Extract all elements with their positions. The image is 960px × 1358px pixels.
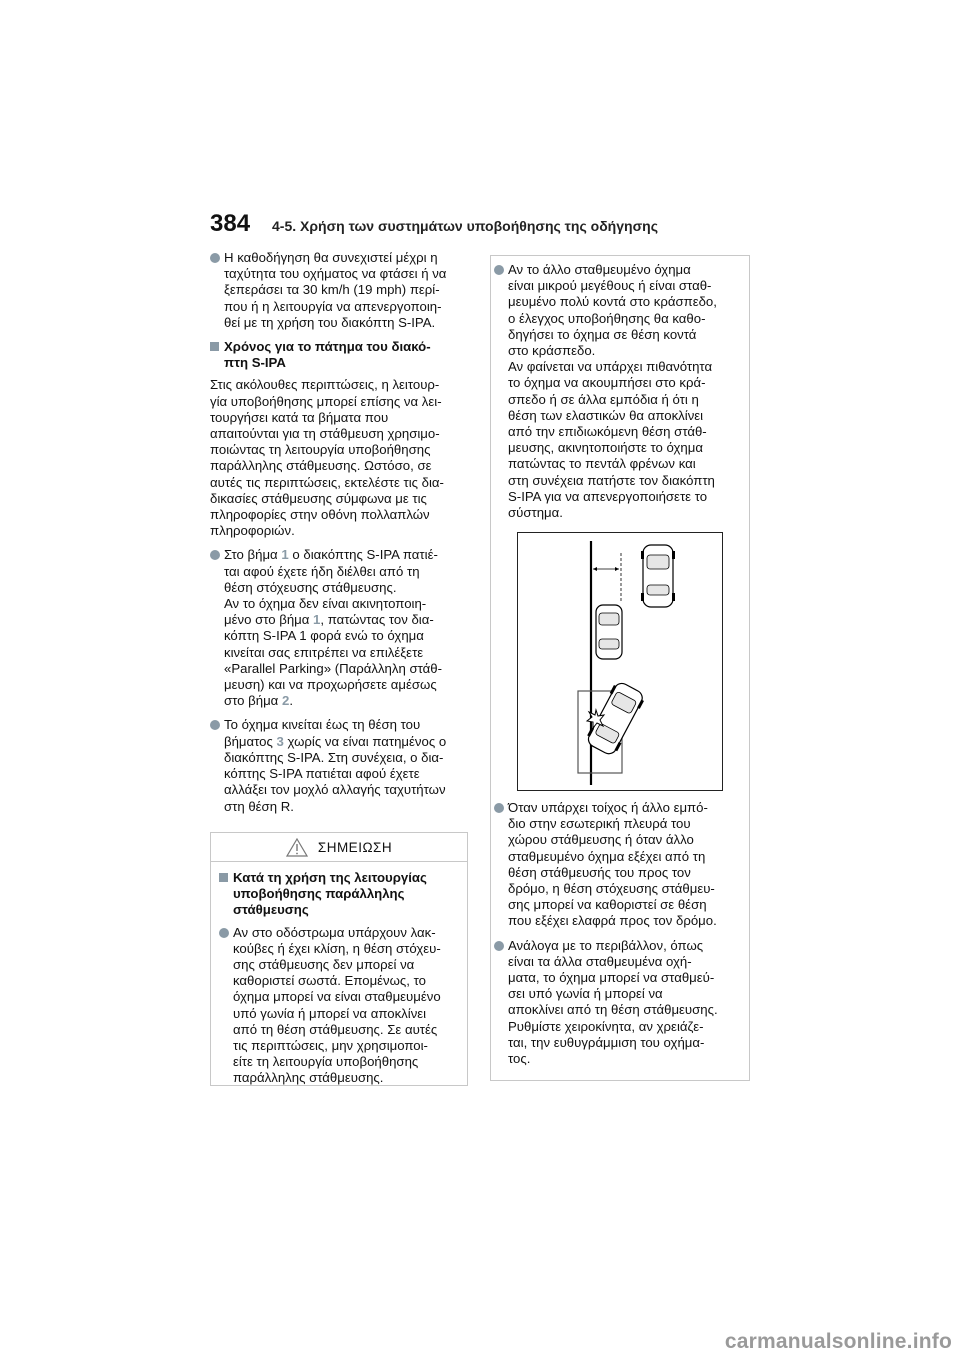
page-number: 384 (210, 210, 251, 237)
square-bullet-icon (219, 873, 228, 882)
bullet-icon (210, 550, 220, 560)
step-number: 2 (281, 693, 290, 709)
left-column (210, 250, 472, 823)
step-number: 1 (281, 547, 289, 563)
bullet-icon (494, 803, 504, 813)
chapter-title: 4-5. Χρήση των συστημάτων υποβοήθησης της οδήγησης (272, 218, 658, 234)
parking-diagram-svg (518, 533, 722, 790)
step-number: 1 (313, 612, 321, 628)
note-box (210, 832, 468, 1086)
note-paragraph: Αν στο οδόστρωμα υπάρχουν λακ- κούβες ή έχει κλίση, η θέση στόχευ- σης στάθμευσης δεν μπορεί να καθοριστεί σωστά. Επομένως, το όχημα μπορεί να είναι σταθμευμένο υπό γωνία ή μπορεί να αποκλίνει από τη θέση στάθμευσης. Σε αυτές τις περιπτώσεις, μην χρησιμοποι- είτε τη λειτουργία υποβοήθησης παράλληλης στάθμευσης. (219, 925, 459, 1087)
note-heading: Κατά τη χρήση της λειτουργίας υποβοήθησης παράλληλης στάθμευσης (219, 870, 459, 919)
right-paragraph-2: Όταν υπάρχει τοίχος ή άλλο εμπό- διο στην εσωτερική πλευρά του χώρου στάθμευσης ή όταν άλλο σταθμευμένο όχημα εξέχει από τη θέση στάθμευσής του προς τον δρόμο, η θέση στόχευσης στάθμευ- σης μπορεί να καθοριστεί σε θέση που εξέχει ελαφρά προς τον δρόμο. (494, 800, 746, 930)
parked-car-middle-icon (596, 605, 622, 659)
left-heading: Χρόνος για το πάτημα του διακό- πτη S-IPA (210, 339, 472, 371)
right-column-lower (494, 800, 746, 1075)
step-number: 3 (276, 733, 284, 749)
bullet-icon (219, 928, 229, 938)
right-column (494, 262, 746, 529)
page-header (210, 210, 658, 238)
bullet-icon (494, 265, 504, 275)
bullet-icon (494, 941, 504, 951)
left-paragraph-3: Στο βήμα 1 ο διακόπτης S-IPA πατιέ- ται αφού έχετε ήδη διέλθει από τη θέση στόχευσης στάθμευσης. Αν το όχημα δεν είναι ακινητοποιη- μένο στο βήμα 1, πατώντας τον δια- κόπτη S-IPA 1 φορά ενώ το όχημα κινείται σας επιτρέπει να επιλέξετε «Parallel Parking» (Παράλληλη στάθ- μευση) και να προχωρήσετε αμέσως στο βήμα 2. (210, 547, 472, 709)
left-paragraph-1: Η καθοδήγηση θα συνεχιστεί μέχρι η ταχύτητα του οχήματος να φτάσει ή να ξεπεράσει τα 30 km/h (19 mph) περί- που ή η λειτουργία να απενεργοποιη- θεί με τη χρήση του διακόπτη S-IPA. (210, 250, 472, 331)
bullet-icon (210, 253, 220, 263)
parked-car-front-icon (641, 545, 675, 607)
square-bullet-icon (210, 342, 219, 351)
parking-illustration (517, 532, 723, 791)
bullet-icon (210, 720, 220, 730)
right-paragraph-1: Αν το άλλο σταθμευμένο όχημα είναι μικρού μεγέθους ή είναι σταθ- μευμένο πολύ κοντά στο κράσπεδο, ο έλεγχος υποβοήθησης θα καθο- δηγήσει το όχημα σε θέση κοντά στο κράσπεδο. Αν φαίνεται να υπάρχει πιθανότητα το όχημα να ακουμπήσει στο κρά- σπεδο ή σε άλλα εμπόδια ή ότι η θέση των ελαστικών θα αποκλίνει από την επιδιωκόμενη θέση στάθ- μευσης, ακινητοποιήστε το όχημα πατώντας το πεντάλ φρένων και στη συνέχεια πατήστε τον διακόπτη S-IPA για να απενεργοποιήσετε το σύστημα. (494, 262, 746, 521)
note-title: ΣΗΜΕΙΩΣΗ (211, 833, 467, 862)
left-paragraph-2: Στις ακόλουθες περιπτώσεις, η λειτουρ- γία υποβοήθησης μπορεί επίσης να λει- τουργήσει κατά τα βήματα που απαιτούνται για τη στάθμευση χρησιμο- ποιώντας τη λειτουργία υποβοήθησης παράλληλης στάθμευσης. Ωστόσο, σε αυτές τις περιπτώσεις, εκτελέστε τις δια- δικασίες στάθμευσης σύμφωνα με τις πληροφορίες στην οθόνη πολλαπλών πληροφοριών. (210, 377, 444, 539)
warning-icon (286, 838, 308, 857)
watermark: carmanualsonline.info (724, 1330, 952, 1353)
right-paragraph-3: Ανάλογα με το περιβάλλον, όπως είναι τα άλλα σταθμευμένα οχή- ματα, το όχημα μπορεί να σταθμεύ- σει υπό γωνία ή μπορεί να αποκλίνει από τη θέση στάθμευσης. Ρυθμίστε χειροκίνητα, αν χρειάζε- ται, την ευθυγράμμιση του οχήμα- τος. (494, 938, 746, 1068)
left-paragraph-4: Το όχημα κινείται έως τη θέση του βήματος 3 χωρίς να είναι πατημένος ο διακόπτης S-IPA. Στη συνέχεια, ο δια- κόπτης S-IPA πατιέται αφού έχετε αλλάξει τον μοχλό αλλαγής ταχυτήτων στη θέση R. (210, 717, 472, 814)
